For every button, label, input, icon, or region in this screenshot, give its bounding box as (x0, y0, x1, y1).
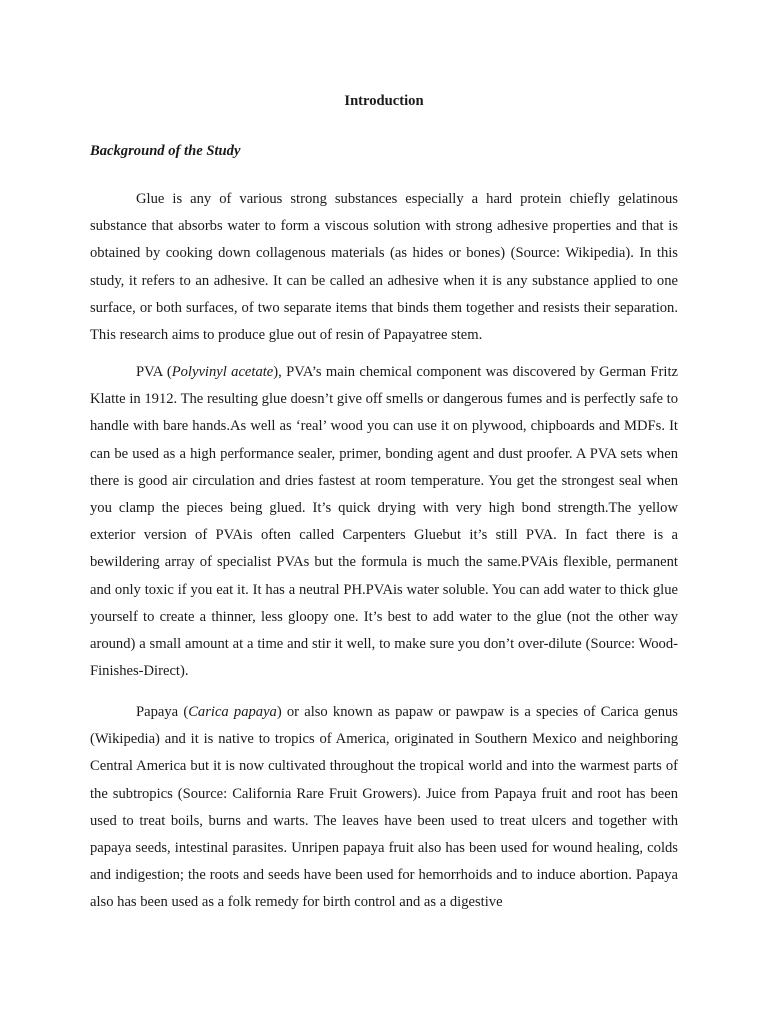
page-title: Introduction (344, 93, 424, 109)
paragraph-glue-text: Glue is any of various strong substances especially a hard protein chiefly gelatinous substance that absorbs water to form a viscous solution with strong adhesive properties and that is obtained by cooking down collagenous materials (as hides or bones) (Source: Wikipedia). In this study, it refers to an adhesive. It can be called an adhesive when it is any substance applied to one surface, or both surfaces, of two separate items that binds them together and resists their separation. This research aims to produce glue out of resin of Papayatree stem. (90, 191, 678, 344)
paragraph-papaya-italic: Carica papaya (188, 704, 277, 720)
paragraph-pva-text: ), PVA’s main chemical component was discovered by German Fritz Klatte in 1912. The resulting glue doesn’t give off smells or dangerous fumes and is perfectly safe to handle with bare hands.As well as ‘real’ wood you can use it on plywood, chipboards and MDFs. It can be used as a high performance sealer, primer, bonding agent and dust proofer. A PVA sets when there is good air circulation and dries fastest at room temperature. You get the strongest seal when you clamp the pieces being glued. It’s quick drying with very high bond strength.The yellow exterior version of PVAis often called Carpenters Gluebut it’s still PVA. In fact there is a bewildering array of specialist PVAs but the formula is much the same.PVAis flexible, permanent and only toxic if you eat it. It has a neutral PH.PVAis water soluble. You can add water to thick glue yourself to create a thinner, less gloopy one. It’s best to add water to the glue (not the other way around) a small amount at a time and stir it well, to make sure you don’t over-dilute (Source: Wood-Finishes-Direct). (90, 364, 678, 680)
paragraph-pva-lead: PVA ( (136, 364, 172, 380)
paragraph-papaya (90, 699, 678, 917)
section-heading: Background of the Study (90, 143, 241, 159)
paragraph-glue (90, 186, 678, 349)
paragraph-pva-italic: Polyvinyl acetate (171, 364, 274, 380)
paragraph-papaya-lead: Papaya ( (136, 704, 189, 720)
paragraph-papaya-text: ) or also known as papaw or pawpaw is a species of Carica genus (Wikipedia) and it is native to tropics of America, originated in Southern Mexico and neighboring Central America but it is now cultivated throughout the tropical world and into the warmest parts of the subtropics (Source: California Rare Fruit Growers). Juice from Papaya fruit and root has been used to treat boils, burns and warts. The leaves have been used to treat ulcers and together with papaya seeds, intestinal parasites. Unripen papaya fruit also has been used for wound healing, colds and indigestion; the roots and seeds have been used for hemorrhoids and to induce abortion. Papaya also has been used as a folk remedy for birth control and as a digestive (90, 704, 678, 911)
paragraph-pva (90, 359, 678, 685)
